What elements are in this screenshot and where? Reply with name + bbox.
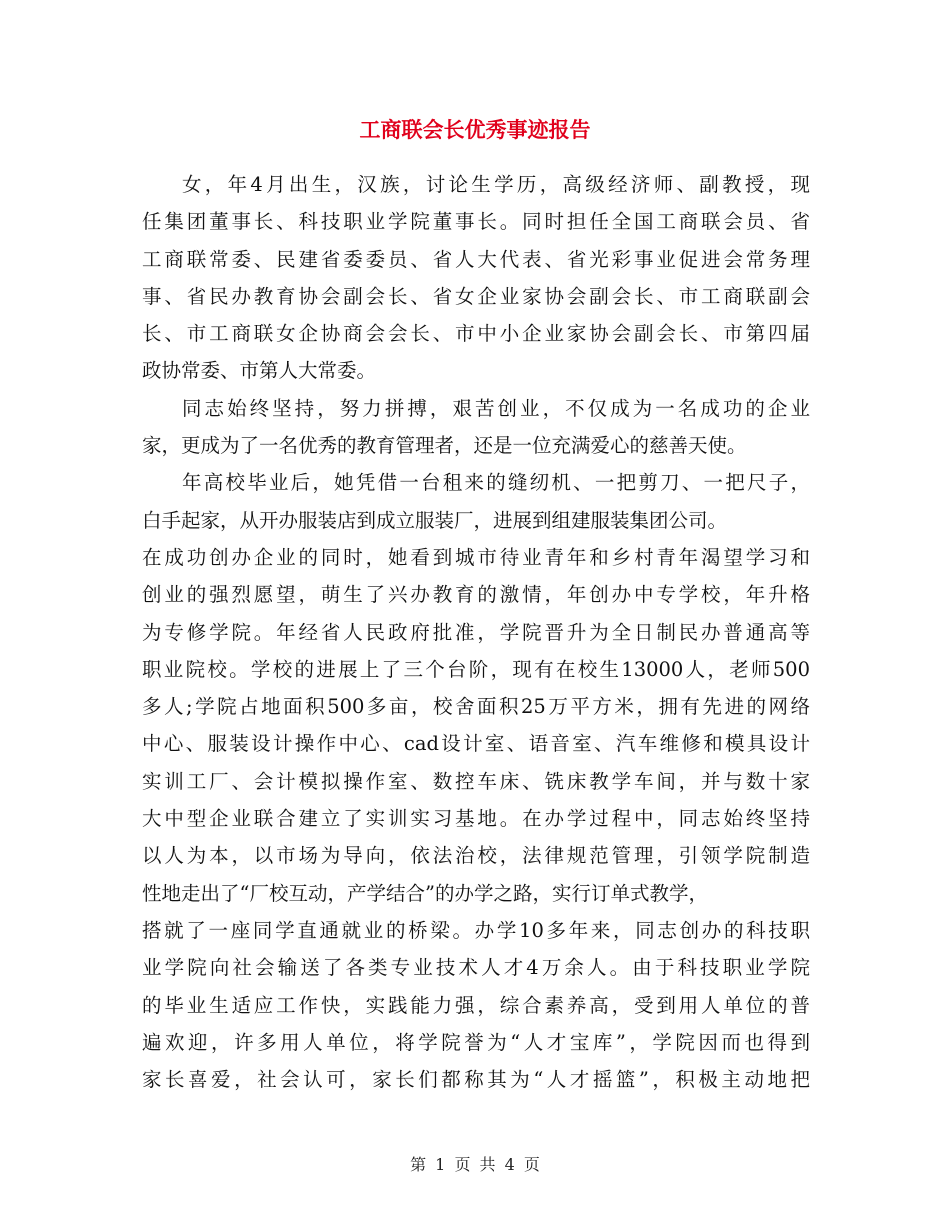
text-line: 工商联常委、民建省委委员、省人大代表、省光彩事业促进会常务理	[142, 247, 810, 271]
text-line: 搭就了一座同学直通就业的桥梁。办学10多年来，同志创办的科技职	[142, 918, 810, 942]
document-title: 工商联会长优秀事迹报告	[359, 117, 591, 142]
document-body	[142, 166, 810, 1098]
text-line: 事、省民办教育协会副会长、省女企业家协会副会长、市工商联副会	[142, 284, 810, 308]
text-line: 实训工厂、会计模拟操作室、数控车床、铣床教学车间，并与数十家	[142, 769, 810, 793]
text-line: 同志始终坚持，努力拼搏，艰苦创业，不仅成为一名成功的企业	[182, 396, 810, 420]
text-line: 家长喜爱，社会认可，家长们都称其为“人才摇篮”，积极主动地把	[142, 1068, 810, 1092]
text-line: 任集团董事长、科技职业学院董事长。同时担任全国工商联会员、省	[142, 210, 810, 234]
text-line: 为专修学院。年经省人民政府批准，学院晋升为全日制民办普通高等	[142, 620, 810, 644]
text-line: 创业的强烈愿望，萌生了兴办教育的激情，年创办中专学校，年升格	[142, 583, 810, 607]
text-line: 年高校毕业后，她凭借一台租来的缝纫机、一把剪刀、一把尺子，	[182, 471, 810, 495]
text-line: 长、市工商联女企协商会会长、市中小企业家协会副会长、市第四届	[142, 322, 810, 346]
text-line: 性地走出了“厂校互动，产学结合”的办学之路，实行订单式教学，	[142, 881, 708, 905]
text-line: 业学院向社会输送了各类专业技术人才4万余人。由于科技职业学院	[142, 956, 810, 980]
text-line: 家，更成为了一名优秀的教育管理者，还是一位充满爱心的慈善天使。	[142, 434, 747, 458]
text-line: 遍欢迎，许多用人单位，将学院誉为“人才宝库”，学院因而也得到	[142, 1030, 810, 1054]
text-line: 在成功创办企业的同时，她看到城市待业青年和乡村青年渴望学习和	[142, 545, 810, 569]
text-line: 白手起家，从开办服装店到成立服装厂，进展到组建服装集团公司。	[142, 508, 728, 532]
text-line: 职业院校。学校的进展上了三个台阶，现有在校生13000人，老师500	[142, 657, 810, 681]
text-line: 的毕业生适应工作快，实践能力强，综合素养高，受到用人单位的普	[142, 993, 810, 1017]
text-line: 中心、服装设计操作中心、cad设计室、语音室、汽车维修和模具设计	[142, 732, 810, 756]
text-line: 政协常委、市第人大常委。	[142, 359, 377, 383]
page-footer: 第 1 页 共 4 页	[410, 1155, 540, 1174]
text-line: 大中型企业联合建立了实训实习基地。在办学过程中，同志始终坚持	[142, 807, 810, 831]
text-line: 以人为本，以市场为导向，依法治校，法律规范管理，引领学院制造	[142, 844, 810, 868]
text-line: 女，年4月出生，汉族，讨论生学历，高级经济师、副教授，现	[182, 173, 810, 196]
text-line: 多人;学院占地面积500多亩，校舍面积25万平方米，拥有先进的网络	[142, 695, 810, 719]
